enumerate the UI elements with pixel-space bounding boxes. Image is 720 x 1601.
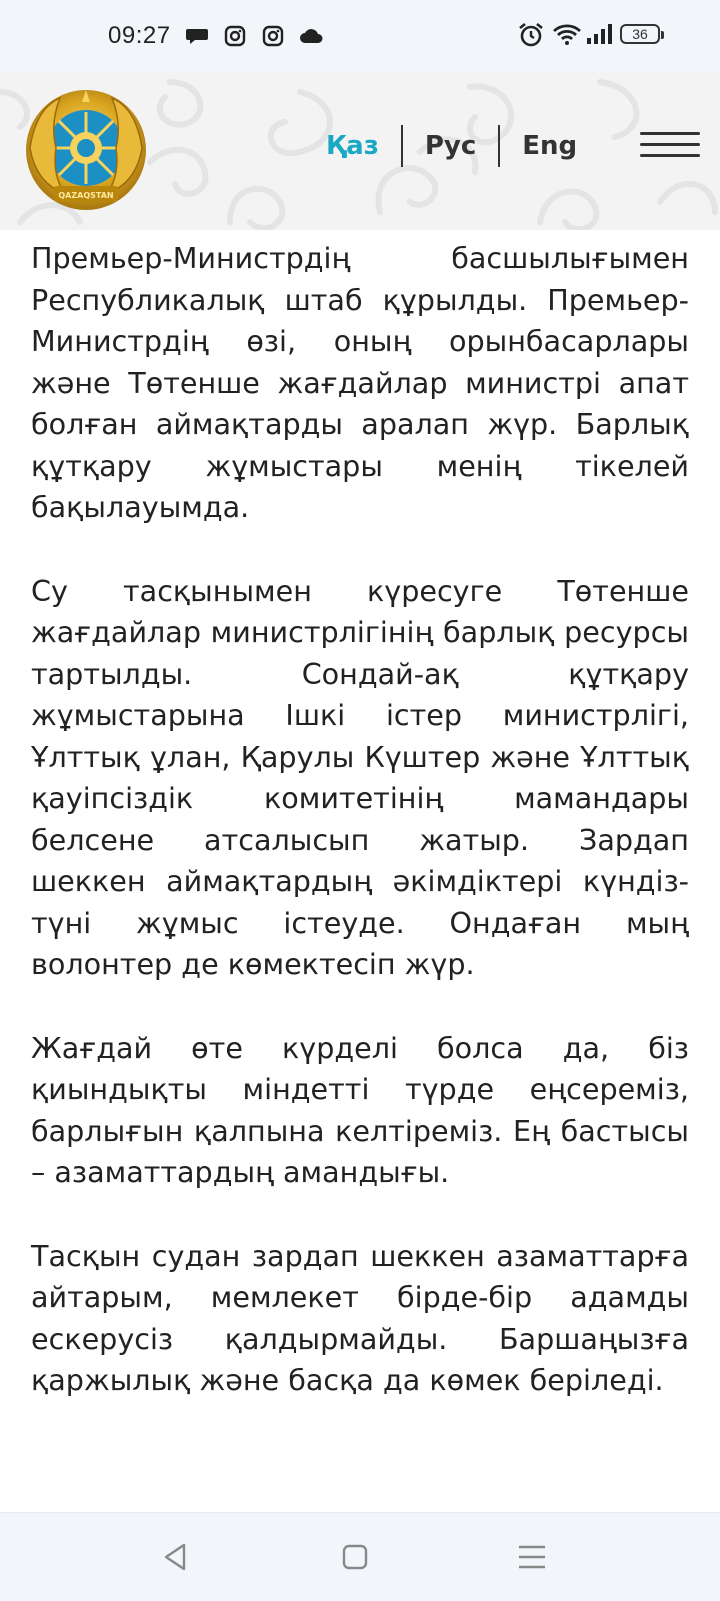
recents-menu-icon[interactable] — [515, 1541, 551, 1573]
signal-icon — [586, 22, 610, 46]
back-triangle-icon[interactable] — [158, 1541, 194, 1573]
status-time: 09:27 — [108, 22, 171, 49]
article-paragraph: Тасқын судан зардап шеккен азаматтарға айтарым, мемлекет бірде-бір адамды ескерусіз қалдырмайды. Баршаңызға қаржылық және басқа да көмек беріледі. — [31, 1238, 689, 1397]
site-header — [0, 72, 720, 230]
wifi-icon — [552, 22, 576, 46]
status-right — [518, 22, 660, 46]
lang-eng[interactable]: Eng — [522, 131, 578, 161]
lang-rus[interactable]: Рус — [424, 131, 477, 161]
article-paragraph: Премьер-Министрдің басшылығымен Республикалық штаб құрылды. Премьер-Министрдің өзі, оның орынбасарлары және Төтенше жағдайлар министрі апат болған аймақтарды аралап жүр. Барлық құтқару жұмыстары менің тікелей бақылауымда. — [31, 241, 689, 524]
article-paragraph: Жағдай өте күрделі болса да, біз қиындықты міндетті түрде еңсереміз, барлығын қалпына келтіреміз. Ең бастысы – азаматтардың амандығы. — [31, 1030, 689, 1189]
kazakhstan-emblem-logo[interactable] — [24, 88, 148, 212]
hamburger-menu-icon[interactable] — [640, 132, 702, 162]
alarm-icon — [518, 22, 542, 46]
lang-kaz[interactable]: Қаз — [326, 131, 379, 161]
system-nav-bar — [0, 1512, 720, 1601]
article-body — [31, 228, 689, 1444]
language-switcher — [318, 124, 599, 168]
emblem-text: QAZAQSTAN — [58, 191, 114, 200]
cloud-icon — [299, 24, 323, 48]
instagram-icon — [261, 24, 285, 48]
article-paragraph: Су тасқынымен күресуге Төтенше жағдайлар министрлігінің барлық ресурсы тартылды. Сондай-ақ құтқару жұмыстарына Ішкі істер министрлігі, Ұлттық ұлан, Қарулы Күштер және Ұлттық қауіпсіздік комитетінің мамандары белсене атсалысып жатыр. Зардап шеккен аймақтардың әкімдіктері күндіз-түні жұмыс істеуде. Ондаған мың волонтер де көмектесіп жүр. — [31, 573, 689, 981]
home-square-icon[interactable] — [337, 1541, 373, 1573]
status-left — [108, 22, 323, 50]
instagram-icon — [223, 24, 247, 48]
status-bar — [0, 0, 720, 72]
battery-indicator: 36 — [620, 24, 660, 44]
message-bubble-icon — [185, 24, 209, 48]
